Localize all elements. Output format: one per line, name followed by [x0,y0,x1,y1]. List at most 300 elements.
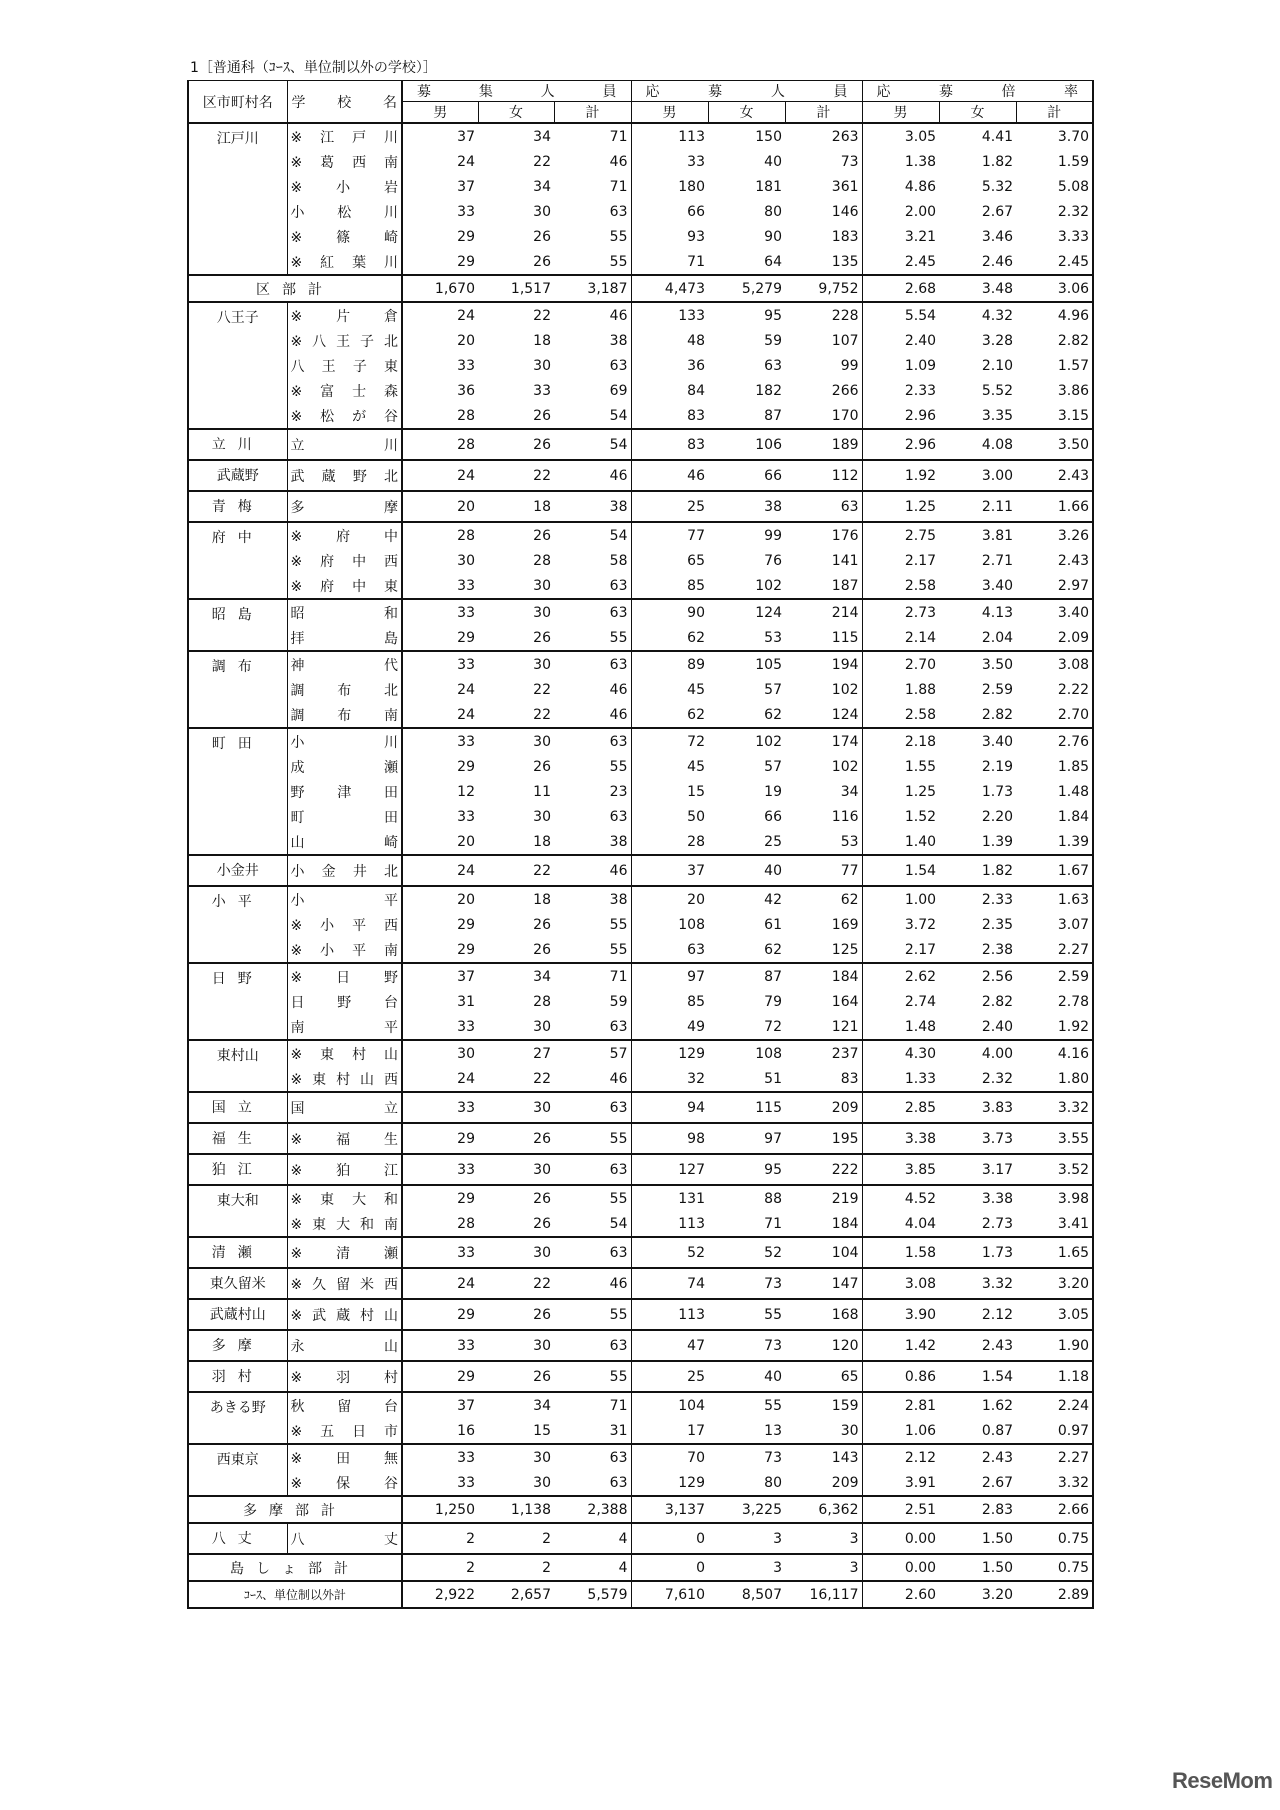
ward-name: 武蔵村山 [188,1299,287,1330]
applicants-male: 37 [631,855,708,886]
recruit-female: 18 [478,491,554,522]
ratio-female: 3.17 [939,1154,1016,1185]
recruit-total: 54 [554,429,631,460]
ratio-total: 3.32 [1016,1470,1093,1496]
ward-name: 国立 [188,1092,287,1123]
school-name: 神代 [290,657,398,674]
ratio-total: 2.76 [1016,728,1093,754]
applicants-male: 94 [631,1092,708,1123]
applicants-male: 45 [687,681,705,698]
school-cell [287,989,402,1014]
recruit-total: 2,388 [554,1496,631,1523]
ratio-male: 2.81 [862,1392,939,1418]
subtotal-row [188,275,1093,302]
recruit-total: 63 [554,599,631,625]
recruit-male: 33 [402,599,478,625]
ratio-total: 2.70 [1016,702,1093,728]
applicants-total: 135 [785,249,862,275]
recruit-male: 24 [402,302,478,328]
applicants-male: 65 [687,552,705,569]
ratio-total: 3.50 [1016,429,1093,460]
recruit-female: 27 [478,1040,554,1066]
ratio-male: 3.21 [904,228,937,245]
recruit-total: 55 [554,937,631,963]
school-name: ※福生 [290,1131,398,1148]
recruit-male: 29 [402,1123,478,1154]
school-cell [287,1268,402,1299]
school-cell [287,651,402,677]
ratio-total: 2.24 [1016,1392,1093,1418]
ratio-total: 2.82 [1016,328,1093,353]
applicants-female: 66 [764,808,782,825]
school-cell [287,199,402,224]
recruit-total: 58 [554,548,631,573]
table-row [188,702,1093,728]
applicants-male: 129 [631,1040,708,1066]
recruit-male: 33 [457,1474,475,1491]
table-row [188,1268,1093,1299]
ratio-male: 0.00 [862,1554,939,1581]
applicants-male: 4,473 [631,275,708,302]
table-row [188,149,1093,174]
ward-name: 武蔵野 [188,460,287,491]
ratio-total: 4.16 [1016,1040,1093,1066]
school-name: ※八王子北 [290,333,398,350]
table-row [188,1444,1093,1470]
recruit-male: 31 [457,993,475,1010]
ratio-male: 3.08 [862,1268,939,1299]
applicants-male: 52 [631,1237,708,1268]
school-cell [287,886,402,912]
subheader-total: 計 [1016,102,1093,124]
ratio-male: 1.33 [904,1070,937,1087]
recruit-male: 37 [402,123,478,149]
recruit-female: 28 [533,552,551,569]
recruit-male: 2 [402,1523,478,1554]
ratio-female: 1.82 [981,153,1014,170]
table-row [188,886,1093,912]
recruit-total: 63 [554,1444,631,1470]
applicants-male: 25 [631,491,708,522]
applicants-total: 263 [785,123,862,149]
subheader-male: 男 [631,102,708,124]
school-name: ※東村山西 [290,1071,398,1088]
recruit-female: 22 [533,681,551,698]
recruit-total: 3,187 [554,275,631,302]
table-row [188,855,1093,886]
ratio-male: 1.88 [904,681,937,698]
ratio-male: 4.30 [862,1040,939,1066]
ratio-male: 1.48 [904,1018,937,1035]
ward-name: 調布 [188,651,287,728]
recruit-female: 30 [533,577,551,594]
recruit-male: 1,670 [402,275,478,302]
subheader-total: 計 [785,102,862,124]
ratio-total: 2.22 [1016,677,1093,702]
ratio-total: 1.66 [1016,491,1093,522]
ratio-total: 2.66 [1016,1496,1093,1523]
ratio-female: 2.59 [981,681,1014,698]
recruit-female: 30 [478,599,554,625]
ward-name: 府中 [188,522,287,599]
applicants-female: 57 [764,758,782,775]
applicants-total: 102 [785,754,862,779]
ratio-female: 2.35 [981,916,1014,933]
ratio-male: 2.14 [904,629,937,646]
recruit-total: 63 [554,1014,631,1040]
table-row [188,1014,1093,1040]
school-name: ※府中 [290,528,398,545]
applicants-male: 20 [631,886,708,912]
ratio-female: 2.04 [981,629,1014,646]
ratio-total: 3.98 [1016,1185,1093,1211]
school-name: ※東大和 [290,1191,398,1208]
ratio-male: 2.85 [862,1092,939,1123]
table-row [188,754,1093,779]
recruit-female: 26 [533,407,551,424]
table-row [188,1123,1093,1154]
ratio-male: 2.17 [904,941,937,958]
table-row [188,573,1093,599]
applicants-male: 113 [678,1215,705,1232]
applicants-male: 89 [631,651,708,677]
ward-name: 東村山 [188,1040,287,1092]
ward-name: 立川 [188,429,287,460]
recruit-female: 26 [478,522,554,548]
ratio-male: 1.55 [904,758,937,775]
school-cell [287,677,402,702]
subtotal-row [188,1554,1093,1581]
school-name: 山崎 [290,834,398,851]
school-name: ※羽村 [290,1369,398,1386]
recruit-female: 26 [478,1123,554,1154]
recruit-male: 24 [402,1268,478,1299]
recruit-female: 18 [533,833,551,850]
ratio-female: 2.82 [981,993,1014,1010]
ratio-female: 2.71 [981,552,1014,569]
recruit-female: 22 [478,855,554,886]
ward-name: 東久留米 [188,1268,287,1299]
applicants-female: 52 [708,1237,785,1268]
ratio-total: 2.89 [1016,1581,1093,1608]
school-name: ※日野 [290,969,398,986]
recruit-female: 26 [533,253,551,270]
applicants-total: 77 [785,855,862,886]
school-cell [287,403,402,429]
applicants-total: 159 [785,1392,862,1418]
ratio-male: 4.04 [904,1215,937,1232]
ratio-total: 1.39 [1016,829,1093,855]
ratio-male: 4.86 [904,178,937,195]
recruit-male: 20 [402,886,478,912]
school-name: ※府中東 [290,578,398,595]
applicants-female: 19 [764,783,782,800]
applicants-male: 62 [687,706,705,723]
school-cell [287,1092,402,1123]
applicants-total: 116 [785,804,862,829]
ward-name: 昭島 [188,599,287,651]
recruit-total: 54 [554,522,631,548]
school-name: ※保谷 [290,1475,398,1492]
ratio-female: 2.38 [981,941,1014,958]
recruit-male: 24 [402,460,478,491]
applicants-male: 108 [678,916,705,933]
recruit-male: 30 [402,1040,478,1066]
recruit-male: 37 [402,963,478,989]
applicants-total: 62 [785,886,862,912]
applicants-female: 59 [764,332,782,349]
school-cell [287,353,402,378]
applicants-female: 102 [708,728,785,754]
school-cell [287,429,402,460]
ratio-female: 3.40 [939,728,1016,754]
recruit-total: 38 [554,328,631,353]
recruit-female: 18 [533,332,551,349]
table-row [188,1211,1093,1237]
recruit-total: 55 [554,625,631,651]
school-name: 小平 [290,892,398,909]
school-name: 永山 [290,1338,398,1355]
applicants-female: 80 [764,1474,782,1491]
applicants-female: 38 [708,491,785,522]
ratio-female: 2.82 [981,706,1014,723]
applicants-female: 57 [764,681,782,698]
recruit-total: 46 [554,149,631,174]
applicants-female: 3 [708,1523,785,1554]
recruit-female: 34 [478,963,554,989]
table-row [188,599,1093,625]
table-row [188,353,1093,378]
applicants-female: 62 [764,706,782,723]
recruit-male: 29 [402,1299,478,1330]
school-cell [287,1154,402,1185]
ward-name: 日野 [188,963,287,1040]
applicants-male: 0 [631,1554,708,1581]
applicants-male: 77 [631,522,708,548]
school-cell [287,149,402,174]
recruit-female: 22 [533,153,551,170]
applicants-female: 181 [755,178,782,195]
recruit-male: 33 [402,1092,478,1123]
applicants-total: 9,752 [785,275,862,302]
ratio-female: 2.20 [981,808,1014,825]
school-name: 多摩 [290,499,398,516]
table-row [188,1237,1093,1268]
applicants-female: 95 [708,302,785,328]
applicants-total: 214 [785,599,862,625]
table-row [188,1523,1093,1554]
applicants-total: 53 [785,829,862,855]
recruit-male: 29 [457,758,475,775]
recruit-male: 28 [402,522,478,548]
applicants-female: 115 [708,1092,785,1123]
recruit-total: 55 [554,249,631,275]
school-name: 八王子東 [290,358,398,375]
recruit-total: 55 [554,1185,631,1211]
application-table [187,80,1094,1609]
ratio-female: 2.33 [939,886,1016,912]
applicants-total: 183 [785,224,862,249]
table-row [188,1066,1093,1092]
applicants-female: 40 [708,1361,785,1392]
recruit-male: 24 [457,153,475,170]
subheader-total: 計 [554,102,631,124]
applicants-female: 79 [764,993,782,1010]
subheader-male: 男 [402,102,478,124]
applicants-total: 65 [785,1361,862,1392]
ratio-total: 3.86 [1016,378,1093,403]
ratio-male: 2.00 [904,203,937,220]
applicants-female: 106 [708,429,785,460]
recruit-male: 24 [402,855,478,886]
applicants-female: 8,507 [708,1581,785,1608]
ratio-male: 2.60 [862,1581,939,1608]
ratio-female: 3.50 [939,651,1016,677]
school-name: ※狛江 [290,1162,398,1179]
ratio-total: 4.96 [1016,302,1093,328]
table-row [188,429,1093,460]
applicants-female: 80 [764,203,782,220]
ratio-male: 3.91 [904,1474,937,1491]
recruit-female: 30 [533,808,551,825]
applicants-total: 219 [785,1185,862,1211]
subtotal-label: 多摩部計 [188,1496,402,1523]
ratio-female: 2.56 [939,963,1016,989]
recruit-male: 33 [402,1330,478,1361]
applicants-female: 64 [764,253,782,270]
recruit-male: 33 [402,1444,478,1470]
recruit-male: 24 [457,1070,475,1087]
ratio-total: 2.09 [1016,625,1093,651]
school-name: ※篠崎 [290,229,398,246]
ratio-female: 3.73 [939,1123,1016,1154]
table-row [188,460,1093,491]
school-cell [287,302,402,328]
ratio-female: 3.35 [981,407,1014,424]
applicants-male: 50 [687,808,705,825]
applicants-total: 187 [785,573,862,599]
recruit-male: 30 [457,552,475,569]
recruit-male: 33 [402,651,478,677]
ratio-male: 3.90 [862,1299,939,1330]
ward-name: 小金井 [188,855,287,886]
ward-name: 八王子 [188,302,287,429]
ratio-total: 3.26 [1016,522,1093,548]
table-row [188,1330,1093,1361]
school-cell [287,779,402,804]
recruit-total: 23 [554,779,631,804]
applicants-male: 83 [631,429,708,460]
ratio-female: 2.11 [939,491,1016,522]
applicants-total: 107 [785,328,862,353]
recruit-total: 54 [554,403,631,429]
recruit-female: 30 [478,1237,554,1268]
ward-name: 羽村 [188,1361,287,1392]
ratio-total: 2.32 [1016,199,1093,224]
ratio-male: 2.73 [862,599,939,625]
recruit-total: 55 [554,1361,631,1392]
applicants-female: 61 [764,916,782,933]
resemom-logo: ReseMom [1172,1768,1273,1793]
recruit-male: 1,250 [402,1496,478,1523]
applicants-total: 30 [785,1418,862,1444]
table-row [188,912,1093,937]
applicants-total: 120 [785,1330,862,1361]
table-row [188,779,1093,804]
table-row [188,677,1093,702]
applicants-female: 124 [708,599,785,625]
ward-name: 多摩 [188,1330,287,1361]
applicants-female: 73 [708,1268,785,1299]
table-row [188,1299,1093,1330]
recruit-female: 22 [533,1070,551,1087]
applicants-female: 62 [764,941,782,958]
ward-name: 狛江 [188,1154,287,1185]
ratio-male: 1.00 [862,886,939,912]
applicants-female: 87 [708,963,785,989]
applicants-female: 63 [764,357,782,374]
ratio-female: 5.32 [981,178,1014,195]
school-cell [287,754,402,779]
ratio-total: 1.90 [1016,1330,1093,1361]
ratio-male: 1.06 [904,1422,937,1439]
school-name: ※東村山 [290,1046,398,1063]
recruit-female: 33 [533,382,551,399]
ward-name: 清瀬 [188,1237,287,1268]
ratio-male: 2.58 [904,706,937,723]
ratio-female: 3.81 [939,522,1016,548]
table-row [188,989,1093,1014]
school-name: 国立 [290,1100,398,1117]
school-cell [287,224,402,249]
recruit-male: 28 [457,407,475,424]
applicants-male: 93 [687,228,705,245]
school-name: 秋留台 [290,1398,398,1415]
ratio-male: 1.58 [862,1237,939,1268]
applicants-female: 87 [764,407,782,424]
applicants-male: 90 [631,599,708,625]
applicants-female: 150 [708,123,785,149]
applicants-female: 88 [708,1185,785,1211]
ratio-female: 1.50 [939,1554,1016,1581]
recruit-total: 63 [554,728,631,754]
table-row [188,963,1093,989]
ratio-female: 3.32 [939,1268,1016,1299]
table-row [188,1418,1093,1444]
school-cell [287,460,402,491]
ward-name: あきる野 [188,1392,287,1444]
school-cell [287,123,402,149]
applicants-total: 141 [785,548,862,573]
recruit-female: 30 [533,1018,551,1035]
ward-name: 東大和 [188,1185,287,1237]
table-row [188,829,1093,855]
school-cell [287,625,402,651]
ratio-female: 4.08 [939,429,1016,460]
applicants-total: 124 [785,702,862,728]
ward-name: 西東京 [188,1444,287,1496]
ratio-female: 2.10 [981,357,1014,374]
recruit-female: 22 [478,460,554,491]
ward-name: 江戸川 [188,123,287,275]
applicants-total: 184 [785,1211,862,1237]
recruit-male: 33 [457,577,475,594]
ratio-total: 3.40 [1016,599,1093,625]
school-name: ※清瀬 [290,1245,398,1262]
ratio-total: 5.08 [1016,174,1093,199]
applicants-total: 16,117 [785,1581,862,1608]
recruit-female: 22 [533,706,551,723]
